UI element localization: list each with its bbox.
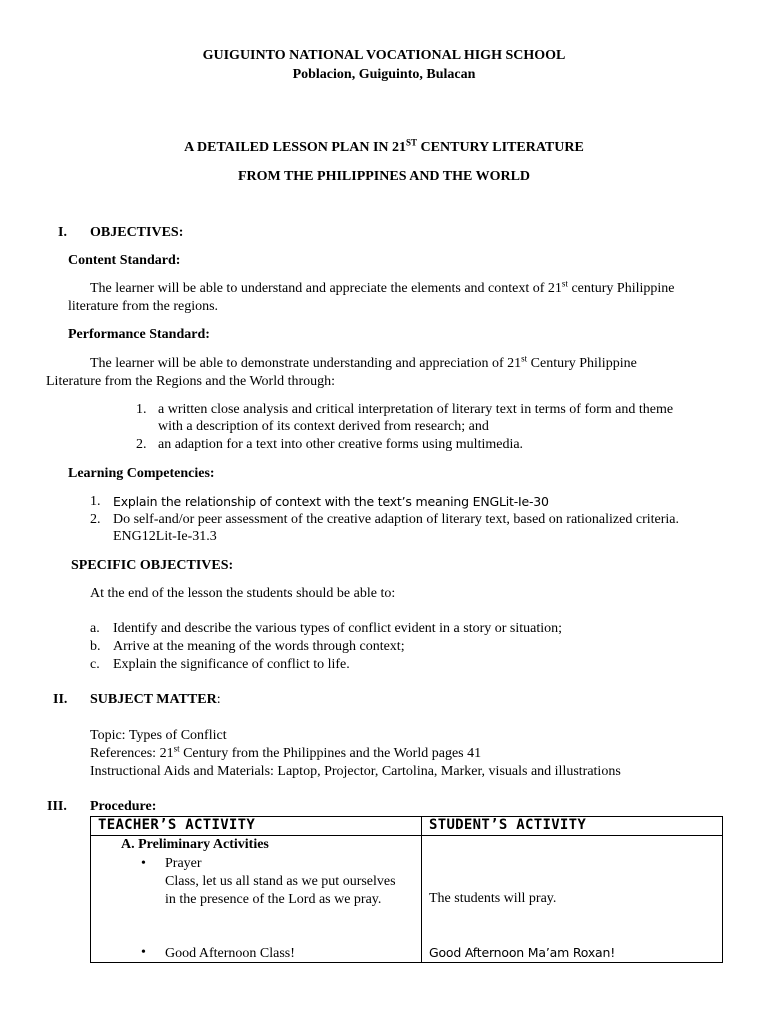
section-heading-subject-matter: SUBJECT MATTER: bbox=[90, 692, 221, 707]
section-heading-procedure: Procedure: bbox=[90, 799, 157, 814]
section-numeral-objectives: I. bbox=[58, 225, 67, 240]
topic-line: Topic: Types of Conflict bbox=[90, 728, 227, 743]
section-numeral-subject-matter: II. bbox=[53, 692, 68, 707]
student-prayer-response: The students will pray. bbox=[429, 891, 557, 906]
prayer-label: Prayer bbox=[165, 856, 202, 871]
competency-text: Do self-and/or peer assessment of the creative adaption of literary text, based on rationalized criteria. bbox=[113, 512, 679, 527]
performance-standard-line2: Literature from the Regions and the World through: bbox=[46, 374, 336, 389]
performance-item-text: a written close analysis and critical interpretation of literary text in terms of form and theme bbox=[158, 402, 674, 417]
preliminary-activities-heading: A. Preliminary Activities bbox=[121, 837, 269, 852]
competency-number: 2. bbox=[90, 512, 101, 527]
student-activity-header: STUDENT’S ACTIVITY bbox=[422, 817, 723, 836]
content-standard-line2: literature from the regions. bbox=[68, 299, 219, 314]
objective-text: Arrive at the meaning of the words through context; bbox=[113, 639, 405, 654]
competency-number: 1. bbox=[90, 494, 101, 509]
teacher-activity-header: TEACHER’S ACTIVITY bbox=[91, 817, 422, 836]
instructional-aids-line: Instructional Aids and Materials: Laptop, Projector, Cartolina, Marker, visuals and illustrations bbox=[90, 764, 621, 779]
competency-text: Explain the relationship of context with the text’s meaning ENGLit-Ie-30 bbox=[113, 494, 549, 509]
school-name: GUIGUINTO NATIONAL VOCATIONAL HIGH SCHOOL bbox=[202, 48, 566, 63]
objective-letter: b. bbox=[90, 639, 101, 654]
school-address: Poblacion, Guiguinto, Bulacan bbox=[292, 67, 476, 82]
prayer-instruction: in the presence of the Lord as we pray. bbox=[165, 892, 382, 907]
objective-text: Explain the significance of conflict to life. bbox=[113, 657, 350, 672]
bullet-icon: • bbox=[141, 856, 146, 871]
greeting-text: Good Afternoon Class! bbox=[165, 946, 295, 961]
table-header-row bbox=[91, 817, 723, 836]
section-heading-objectives: OBJECTIVES: bbox=[90, 225, 184, 240]
content-standard-heading: Content Standard: bbox=[68, 253, 181, 268]
teacher-activity-cell bbox=[91, 836, 422, 963]
performance-item-number: 2. bbox=[136, 437, 147, 452]
performance-standard-heading: Performance Standard: bbox=[68, 327, 210, 342]
prayer-instruction: Class, let us all stand as we put ourselves bbox=[165, 874, 396, 889]
table-row bbox=[91, 836, 723, 963]
objective-text: Identify and describe the various types of conflict evident in a story or situation; bbox=[113, 621, 563, 636]
references-line: References: 21st Century from the Philippines and the World pages 41 bbox=[90, 743, 482, 761]
competency-text: ENG12Lit-Ie-31.3 bbox=[113, 529, 217, 544]
learning-competencies-heading: Learning Competencies: bbox=[68, 466, 215, 481]
bullet-icon: • bbox=[141, 945, 146, 960]
specific-objectives-intro: At the end of the lesson the students should be able to: bbox=[90, 586, 396, 601]
section-numeral-procedure: III. bbox=[47, 799, 67, 814]
objective-letter: c. bbox=[90, 657, 100, 672]
student-greeting-response: Good Afternoon Ma’am Roxan! bbox=[429, 945, 616, 960]
student-activity-cell bbox=[422, 836, 723, 963]
specific-objectives-heading: SPECIFIC OBJECTIVES: bbox=[71, 558, 234, 573]
performance-item-number: 1. bbox=[136, 402, 147, 417]
objective-letter: a. bbox=[90, 621, 100, 636]
performance-item-text: an adaption for a text into other creative forms using multimedia. bbox=[158, 437, 524, 452]
document-title: A DETAILED LESSON PLAN IN 21ST CENTURY LITERATURE bbox=[184, 137, 584, 155]
procedure-table bbox=[90, 816, 723, 963]
performance-item-text: with a description of its context derived from research; and bbox=[158, 419, 489, 434]
content-standard-line1: The learner will be able to understand and appreciate the elements and context of 21st century Philippine bbox=[90, 278, 675, 296]
performance-standard-line1: The learner will be able to demonstrate understanding and appreciation of 21st Century Philippine bbox=[90, 353, 637, 371]
document-subtitle: FROM THE PHILIPPINES AND THE WORLD bbox=[237, 169, 531, 184]
